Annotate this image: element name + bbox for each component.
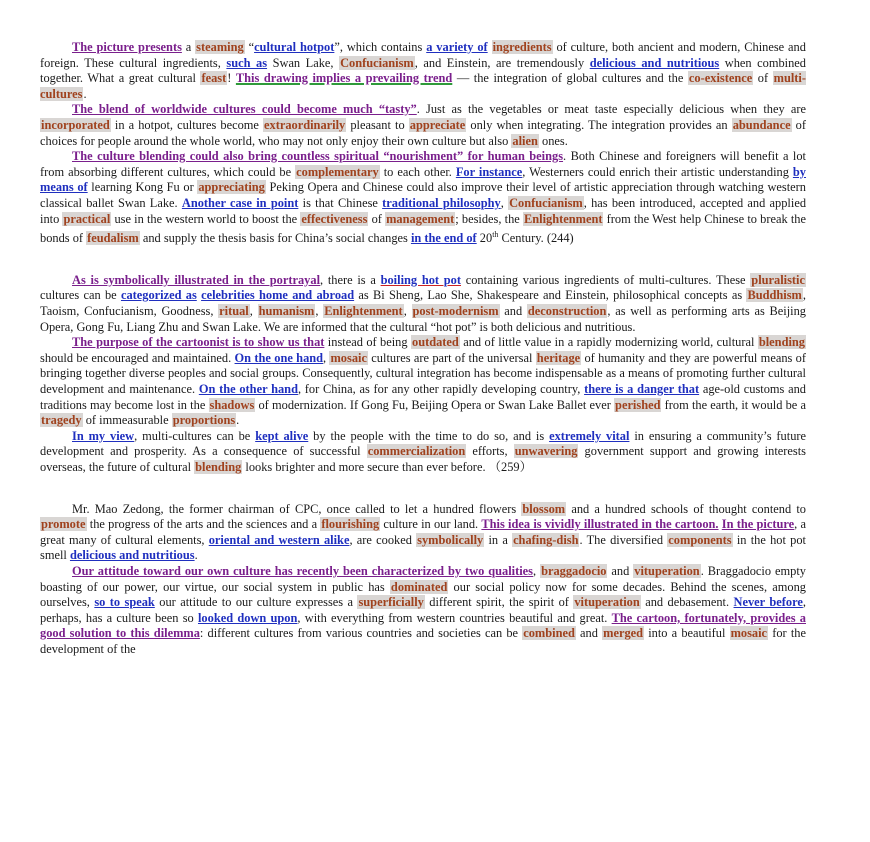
text-run: culture in our land.	[380, 517, 482, 532]
linking-phrase: oriental and western alike	[208, 532, 350, 547]
text-run: . Both Chinese and foreigners will benefit a lot from absorbing different cultures, which could be	[40, 149, 806, 179]
essay-paragraph	[40, 273, 806, 335]
text-run: !	[227, 71, 236, 86]
text-run: Mr. Mao Zedong, the former chairman of CPC, once called to let a hundred flowers	[72, 501, 522, 516]
linking-phrase: On the one hand	[234, 350, 324, 365]
text-run: .	[236, 413, 240, 428]
word-count: (244)	[546, 231, 574, 246]
text-run: ”, which contains	[334, 40, 427, 54]
linking-phrase: Another case in point	[181, 195, 299, 210]
linking-phrase: cultural hotpot	[254, 40, 335, 54]
highlighted-word: effectiveness	[301, 211, 368, 226]
highlighted-word: commercialization	[367, 444, 466, 459]
text-run: — the integration of global cultures and the	[452, 71, 688, 86]
topic-sentence: Our attitude toward our own culture has recently been characterized by two qualities	[72, 563, 533, 578]
text-run: ,	[249, 304, 258, 319]
topic-sentence: In the picture	[721, 517, 795, 532]
highlighted-word: pluralistic	[751, 272, 805, 287]
text-run: , as well as performing arts as Beijing Opera, Gong Fu, Liang Zhu and Swan Lake. We are informed that the cultural “hot pot” is both delicious and nutritious.	[40, 304, 806, 334]
text-run: and	[575, 626, 603, 641]
essay-paragraph	[40, 149, 806, 247]
text-run: learning Kong Fu or	[87, 180, 198, 195]
linking-phrase: boiling hot pot	[380, 272, 461, 287]
linking-phrase: delicious and nutritious	[589, 55, 720, 70]
text-run: age-old customs and traditions may become lost in the	[40, 382, 807, 412]
text-run: and debasement.	[640, 595, 734, 610]
text-run: from the earth, it would be a	[661, 397, 806, 412]
highlighted-word: feast	[201, 71, 227, 86]
text-run: of humanity and they are powerful means of bringing together diverse peoples and social groups. Consequently, cultural integration has become indispensable as a means of promoting further cultural development and maintenance.	[40, 350, 806, 396]
text-run: , are cooked	[349, 532, 417, 547]
text-run: . Just as the vegetables or meat taste especially delicious when they are	[416, 102, 806, 117]
topic-sentence: The cartoon, fortunately, provides a good solution to this dilemma	[40, 610, 806, 641]
text-run: ,	[323, 350, 330, 365]
essay-paragraph	[40, 40, 806, 102]
text-run: and of little value in a rapidly modernizing world, cultural	[459, 335, 758, 350]
text-run: and supply the thesis basis for China’s social changes	[139, 231, 411, 246]
text-run: ,	[533, 563, 541, 578]
highlighted-word: blending	[195, 459, 242, 474]
text-run: of	[753, 71, 773, 86]
text-run: , for China, as for any other rapidly developing country,	[297, 382, 585, 396]
highlighted-word: complementary	[296, 164, 379, 179]
text-run: into a beautiful	[644, 626, 730, 641]
word-count: （259）	[488, 459, 533, 474]
highlighted-word: ingredients	[492, 40, 552, 54]
topic-sentence: The purpose of the cartoonist is to show us that	[72, 335, 325, 350]
essay-2	[40, 273, 806, 476]
linking-phrase: In my view	[72, 428, 135, 443]
highlighted-word: deconstruction	[527, 304, 607, 319]
text-run: our attitude to our culture expresses a	[154, 595, 358, 610]
text-run: , Taoism, Confucianism, Goodness,	[40, 288, 806, 319]
topic-sentence: This drawing implies a prevailing trend	[235, 71, 453, 86]
highlighted-word: multi-cultures	[40, 71, 806, 101]
highlighted-word: superficially	[358, 595, 424, 610]
text-run: from the West help Chinese to break the bonds of	[40, 211, 806, 246]
text-run: government support and growing interests overseas, the future of cultural	[40, 444, 806, 474]
highlighted-word: components	[668, 532, 732, 547]
highlighted-word: incorporated	[41, 117, 110, 132]
highlighted-word: tragedy	[41, 413, 82, 428]
text-run: to each other.	[379, 164, 456, 179]
highlighted-word: abundance	[732, 117, 791, 132]
highlighted-word: merged	[603, 626, 644, 641]
essay-paragraph	[40, 502, 806, 564]
text-run: in a	[484, 532, 513, 547]
highlighted-word: combined	[523, 626, 575, 641]
highlighted-word: promote	[41, 517, 86, 532]
linking-phrase: categorized as	[120, 288, 197, 303]
text-run: of choices for people around the whole world, who may not only enjoy their own culture but also	[40, 117, 806, 148]
text-run: th	[492, 230, 499, 240]
text-run: of immeasurable	[82, 413, 172, 428]
linking-phrase: there is a danger that	[584, 382, 700, 396]
text-run: is that Chinese	[298, 195, 383, 210]
text-run: containing various ingredients of multi-cultures. These	[461, 272, 751, 287]
highlighted-word: feudalism	[87, 231, 139, 246]
highlighted-word: steaming	[196, 40, 244, 54]
highlighted-word: Buddhism	[747, 288, 802, 303]
linking-phrase: extremely vital	[549, 428, 630, 443]
text-run: in ensuring a community’s future development and prosperity. As a consequence of successful	[40, 428, 807, 459]
highlighted-word: perished	[615, 397, 661, 412]
text-run: in the hot pot smell	[40, 532, 806, 563]
linking-phrase: such as	[226, 55, 268, 70]
text-run: Peking Opera and Chinese could also improve their level of artistic appreciation through watching western classical ballet Swan Lake.	[40, 180, 806, 210]
topic-sentence: This idea is vividly illustrated in the cartoon.	[481, 517, 719, 532]
highlighted-word: Enlightenment	[324, 304, 403, 319]
highlighted-word: blossom	[522, 501, 566, 516]
linking-phrase: celebrities home and abroad	[201, 288, 355, 303]
text-run: only when integrating. The integration provides an	[466, 117, 732, 132]
text-run: ,	[315, 304, 324, 319]
highlighted-word: management	[386, 211, 455, 226]
text-run: , and Einstein, are tremendously	[414, 55, 590, 70]
text-run: of culture, both ancient and modern, Chinese and foreign. These cultural ingredients,	[40, 40, 806, 70]
text-run: 20	[476, 231, 493, 246]
essay-3	[40, 502, 806, 658]
highlighted-word: mosaic	[330, 350, 367, 365]
topic-sentence: The blend of worldwide cultures could become much “tasty”	[72, 102, 417, 117]
text-run: of modernization. If Gong Fu, Beijing Opera or Swan Lake Ballet ever	[255, 397, 615, 412]
linking-phrase: delicious and nutritious	[69, 548, 195, 563]
text-run: , there is a	[320, 272, 381, 287]
highlighted-word: braggadocio	[541, 563, 607, 578]
highlighted-word: blending	[758, 335, 805, 350]
text-run: , multi-cultures can be	[134, 428, 256, 443]
text-run: our social policy now for some decades. Behind the scenes, among ourselves,	[40, 579, 806, 610]
text-run: the progress of the arts and the sciences and a	[86, 517, 321, 532]
essay-list	[40, 40, 806, 658]
topic-sentence: As is symbolically illustrated in the portrayal	[72, 272, 321, 287]
text-run: “	[244, 40, 255, 54]
text-run: cultures can be	[40, 288, 121, 303]
highlighted-word: vituperation	[574, 595, 640, 610]
linking-phrase: so to speak	[94, 595, 155, 610]
text-run: as Bi Sheng, Lao She, Shakespeare and Einstein, philosophical concepts as	[354, 288, 747, 303]
highlighted-word: shadows	[209, 397, 255, 412]
text-run: in a hotpot, cultures become	[110, 117, 264, 132]
highlighted-word: chafing-dish	[513, 532, 579, 547]
text-run: of	[368, 211, 386, 226]
text-run: should be encouraged and maintained.	[40, 350, 235, 365]
essay-1	[40, 40, 806, 247]
text-run: : different cultures from various countries and societies can be	[199, 626, 523, 641]
highlighted-word: mosaic	[730, 626, 768, 641]
text-run: ; besides, the	[455, 211, 523, 226]
text-run: pleasant to	[346, 117, 409, 132]
linking-phrase: On the other hand	[198, 382, 298, 396]
highlighted-word: outdated	[412, 335, 459, 350]
text-run: . Braggadocio empty boasting of our power, our virtue, our social system in public has	[40, 563, 807, 594]
text-run: Swan Lake,	[267, 55, 340, 70]
text-run: and	[499, 304, 527, 319]
highlighted-word: humanism	[258, 304, 315, 319]
essay-paragraph	[40, 429, 806, 476]
highlighted-word: Enlightenment	[523, 211, 603, 226]
text-run: ones.	[538, 133, 568, 148]
text-run: a	[181, 40, 196, 54]
text-run: , perhaps, has a culture been so	[40, 595, 806, 625]
highlighted-word: proportions	[172, 413, 236, 428]
linking-phrase: traditional philosophy	[382, 195, 501, 210]
highlighted-word: appreciate	[409, 117, 466, 132]
text-run: ,	[403, 304, 412, 319]
topic-sentence: The culture blending could also bring countless spiritual “nourishment” for human beings	[72, 149, 564, 164]
linking-phrase: a variety of	[426, 40, 488, 54]
linking-phrase: by means of	[40, 164, 806, 195]
text-run: when combined together. What a great cultural	[40, 55, 806, 86]
text-run: different spirit, the spirit of	[424, 595, 574, 610]
linking-phrase: in the end of	[410, 231, 477, 246]
highlighted-word: co-existence	[688, 71, 753, 86]
highlighted-word: heritage	[536, 350, 581, 365]
text-run: ,	[500, 195, 509, 210]
text-run: and a hundred schools of thought contend to	[566, 501, 806, 516]
text-run: .	[194, 548, 198, 563]
highlighted-word: appreciating	[198, 180, 265, 195]
highlighted-word: Confucianism	[340, 55, 414, 70]
linking-phrase: For instance	[455, 164, 523, 179]
text-run: .	[83, 86, 87, 101]
text-run: use in the western world to boost the	[111, 211, 301, 226]
essay-paragraph	[40, 564, 806, 658]
text-run: and	[607, 563, 634, 578]
text-run: , a great many of cultural elements,	[40, 517, 806, 547]
highlighted-word: extraordinarily	[264, 117, 346, 132]
highlighted-word: Confucianism	[509, 195, 583, 210]
topic-sentence: The picture presents	[72, 40, 182, 54]
text-run	[488, 40, 492, 54]
text-run: instead of being	[324, 335, 411, 350]
text-run: . The diversified	[579, 532, 668, 547]
text-run: looks brighter and more secure than ever before.	[242, 459, 489, 474]
text-run: efforts,	[466, 444, 514, 459]
highlighted-word: dominated	[390, 579, 448, 594]
highlighted-word: symbolically	[417, 532, 484, 547]
highlighted-word: practical	[63, 211, 111, 226]
highlighted-word: vituperation	[634, 563, 700, 578]
text-run: , has been introduced, accepted and applied into	[40, 195, 807, 226]
highlighted-word: flourishing	[321, 517, 380, 532]
text-run: , Westerners could enrich their artistic understanding	[522, 164, 793, 179]
text-run: cultures are part of the universal	[367, 350, 536, 365]
text-run: Century.	[498, 231, 547, 246]
linking-phrase: kept alive	[255, 428, 309, 443]
text-run: for the development of the	[40, 626, 807, 656]
linking-phrase: Never before	[733, 595, 803, 610]
essay-paragraph	[40, 102, 806, 149]
text-run: , with everything from western countries beautiful and great.	[297, 610, 612, 625]
text-run: by the people with the time to do so, and is	[308, 428, 550, 443]
essay-paragraph	[40, 335, 806, 429]
highlighted-word: alien	[512, 133, 538, 148]
highlighted-word: post-modernism	[412, 304, 499, 319]
highlighted-word: unwavering	[514, 444, 578, 459]
linking-phrase: looked down upon	[197, 610, 298, 625]
highlighted-word: ritual	[219, 304, 249, 319]
